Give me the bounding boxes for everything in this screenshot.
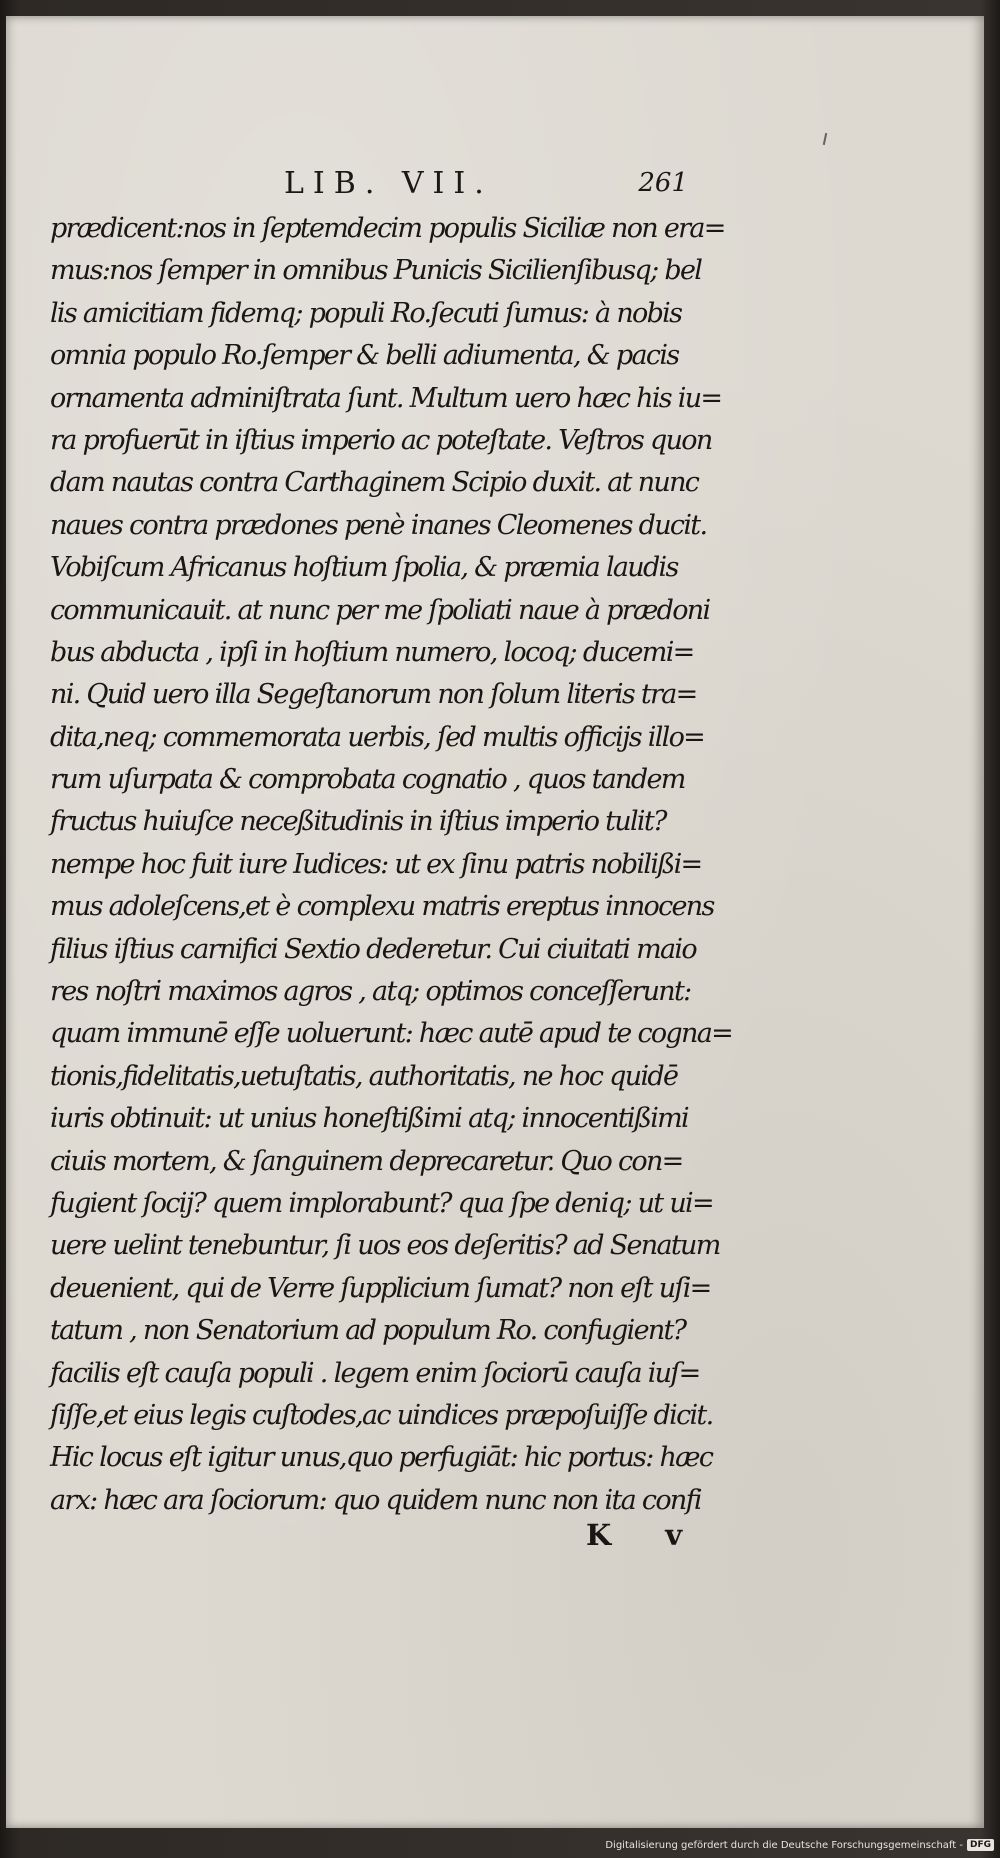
text-line: lis amicitiam fidemq; populi Ro.ſecuti ſumus: à nobis bbox=[50, 297, 682, 329]
text-line: iuris obtinuit: ut unius honeſtißimi atq; innocentißimi bbox=[50, 1103, 688, 1135]
text-line: filius iſtius carnifici Sextio dederetur. Cui ciuitati maio bbox=[50, 933, 696, 965]
text-line: deuenient, qui de Verre ſupplicium ſumat? non eſt uſi= bbox=[50, 1272, 711, 1304]
text-line: prædicent:nos in ſeptemdecim populis Siciliæ non era= bbox=[50, 213, 725, 244]
text-line: tatum , non Senatorium ad populum Ro. confugient? bbox=[50, 1315, 686, 1347]
text-line: ra profuerūt in iſtius imperio ac poteſtate. Veſtros quon bbox=[50, 424, 712, 456]
text-line: dam nautas contra Carthaginem Scipio duxit. at nunc bbox=[50, 467, 699, 499]
text-line: bus abducta , ipſi in hoſtium numero, locoq; ducemi= bbox=[50, 636, 694, 668]
text-line: dita,neq; commemorata uerbis, ſed multis officijs illo= bbox=[50, 721, 705, 753]
text-line: naues contra prædones penè inanes Cleomenes ducit. bbox=[50, 509, 707, 541]
text-line: omnia populo Ro.ſemper & belli adiumenta, & pacis bbox=[50, 340, 679, 372]
text-line: ni. Quid uero illa Segeſtanorum non ſolum literis tra= bbox=[50, 679, 697, 711]
text-line: Hic locus eſt igitur unus,quo perfugiāt: hic portus: hæc bbox=[50, 1442, 713, 1474]
text-line: communicauit. at nunc per me ſpoliati naue à prædoni bbox=[50, 594, 710, 626]
book-page bbox=[6, 16, 984, 1828]
text-line: fugient ſocij? quem implorabunt? qua ſpe deniq; ut ui= bbox=[50, 1187, 713, 1219]
text-line: arx: hæc ara ſociorum: quo quidem nunc non ita confi bbox=[50, 1484, 701, 1516]
text-line: ornamenta adminiſtrata ſunt. Multum uero hæc his iu= bbox=[50, 382, 722, 414]
text-line: res noſtri maximos agros , atq; optimos conceſſerunt: bbox=[50, 976, 691, 1008]
digitization-credit bbox=[605, 1834, 994, 1856]
ink-mark bbox=[823, 133, 827, 145]
text-line: quam immunē eſſe uoluerunt: hæc autē apud te cogna= bbox=[50, 1018, 733, 1050]
page-number: 261 bbox=[638, 168, 688, 198]
text-line: ciuis mortem, & ſanguinem deprecaretur. Quo con= bbox=[50, 1145, 683, 1177]
text-line: facilis eſt cauſa populi . legem enim ſociorū cauſa iuſ= bbox=[50, 1357, 700, 1389]
signature-mark: K v bbox=[586, 1518, 705, 1552]
running-head bbox=[50, 166, 688, 206]
running-title: LIB. VII. bbox=[284, 166, 493, 201]
credit-text: Digitalisierung gefördert durch die Deutsche Forschungsgemeinschaft - bbox=[605, 1839, 963, 1851]
text-line: ſiſſe,et eius legis cuſtodes,ac uindices præpoſuiſſe dicit. bbox=[50, 1399, 713, 1431]
text-line: tionis,fidelitatis,uetuſtatis, authoritatis, ne hoc quidē bbox=[50, 1060, 678, 1092]
text-line: fructus huiuſce neceßitudinis in iſtius imperio tulit? bbox=[50, 806, 666, 838]
text-line: nempe hoc fuit iure Iudices: ut ex ſinu patris nobilißi= bbox=[50, 848, 702, 880]
text-line: mus adoleſcens,et è complexu matris ereptus innocens bbox=[50, 891, 714, 923]
text-line: uere uelint tenebuntur, ſi uos eos deſeritis? ad Senatum bbox=[50, 1230, 720, 1262]
text-line: mus:nos ſemper in omnibus Punicis Sicilienſibusq; bel bbox=[50, 255, 702, 287]
dfg-logo: DFG bbox=[967, 1839, 994, 1851]
text-line: Vobiſcum Africanus hoſtium ſpolia, & præmia laudis bbox=[50, 552, 678, 584]
text-line: rum uſurpata & comprobata cognatio , quos tandem bbox=[50, 764, 685, 796]
body-text bbox=[50, 208, 733, 1522]
